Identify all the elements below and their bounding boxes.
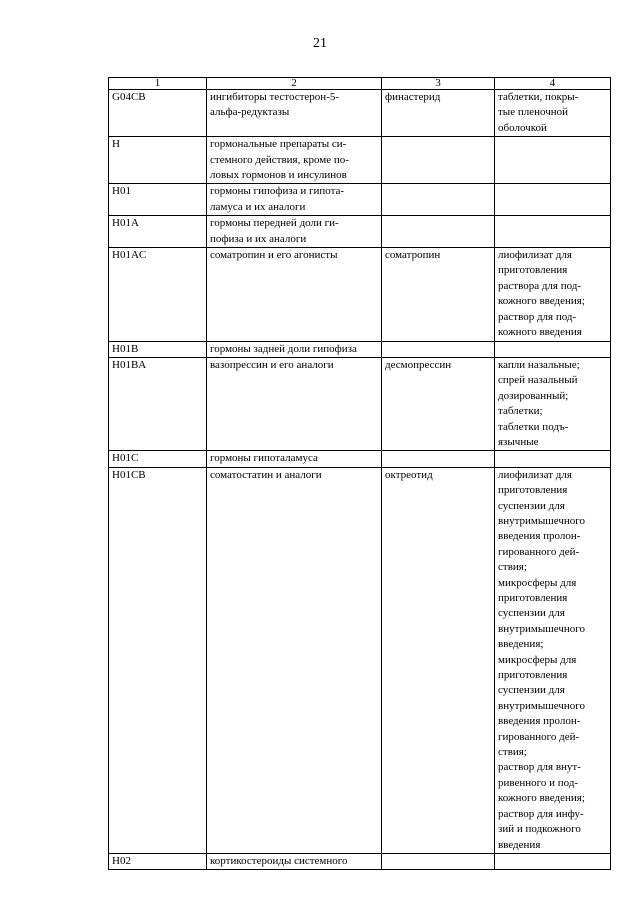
atc-code-cell: H01A: [109, 216, 207, 248]
group-name-cell: кортикостероиды системного: [207, 853, 382, 869]
column-header-3: 3: [382, 78, 495, 90]
atc-code-cell: H: [109, 137, 207, 184]
group-name-cell: соматропин и его агонисты: [207, 248, 382, 341]
atc-code-cell: H01C: [109, 451, 207, 467]
dosage-form-cell: [495, 184, 611, 216]
drug-name-cell: [382, 451, 495, 467]
table-row: [109, 184, 611, 216]
dosage-form-cell: [495, 137, 611, 184]
group-name-cell: гормоны передней доли ги- пофиза и их аналоги: [207, 216, 382, 248]
drug-classification-table: [108, 77, 611, 870]
atc-code-cell: H01AC: [109, 248, 207, 341]
drug-name-cell: октреотид: [382, 467, 495, 853]
table-row: [109, 467, 611, 853]
page-number: 21: [313, 36, 327, 51]
column-header-4: 4: [495, 78, 611, 90]
dosage-form-cell: лиофилизат для приготовления суспензии для внутримышечного введения пролон- гированного дей- ствия; микросферы для приготовления суспензии для внутримышечного введения; микросферы для приготовления суспензии для внутримышечного введения пролон- гированного дей- ствия; раствор для внут- ривенного и под- кожного введения; раствор для инфу- зий и подкожного введения: [495, 467, 611, 853]
dosage-form-cell: [495, 451, 611, 467]
drug-name-cell: [382, 137, 495, 184]
table-row: [109, 357, 611, 450]
table-header-row: [109, 78, 611, 90]
atc-code-cell: H01: [109, 184, 207, 216]
atc-code-cell: H02: [109, 853, 207, 869]
atc-code-cell: G04CB: [109, 90, 207, 137]
table-row: [109, 451, 611, 467]
drug-name-cell: [382, 184, 495, 216]
column-header-1: 1: [109, 78, 207, 90]
table-row: [109, 341, 611, 357]
table-row: [109, 90, 611, 137]
dosage-form-cell: таблетки, покры- тые пленочной оболочкой: [495, 90, 611, 137]
table-row: [109, 248, 611, 341]
dosage-form-cell: капли назальные; спрей назальный дозированный; таблетки; таблетки подъ- язычные: [495, 357, 611, 450]
group-name-cell: вазопрессин и его аналоги: [207, 357, 382, 450]
atc-code-cell: H01CB: [109, 467, 207, 853]
group-name-cell: соматостатин и аналоги: [207, 467, 382, 853]
drug-name-cell: [382, 341, 495, 357]
group-name-cell: гормоны гипоталамуса: [207, 451, 382, 467]
drug-name-cell: финастерид: [382, 90, 495, 137]
drug-name-cell: [382, 853, 495, 869]
dosage-form-cell: лиофилизат для приготовления раствора для под- кожного введения; раствор для под- кожного введения: [495, 248, 611, 341]
drug-name-cell: десмопрессин: [382, 357, 495, 450]
drug-name-cell: [382, 216, 495, 248]
atc-code-cell: H01B: [109, 341, 207, 357]
table-row: [109, 853, 611, 869]
table-row: [109, 137, 611, 184]
dosage-form-cell: [495, 216, 611, 248]
drug-name-cell: соматропин: [382, 248, 495, 341]
column-header-2: 2: [207, 78, 382, 90]
dosage-form-cell: [495, 853, 611, 869]
atc-code-cell: H01BA: [109, 357, 207, 450]
group-name-cell: гормональные препараты си- стемного действия, кроме по- ловых гормонов и инсулинов: [207, 137, 382, 184]
group-name-cell: ингибиторы тестостерон-5- альфа-редуктазы: [207, 90, 382, 137]
group-name-cell: гормоны задней доли гипофиза: [207, 341, 382, 357]
table-row: [109, 216, 611, 248]
dosage-form-cell: [495, 341, 611, 357]
group-name-cell: гормоны гипофиза и гипота- ламуса и их аналоги: [207, 184, 382, 216]
